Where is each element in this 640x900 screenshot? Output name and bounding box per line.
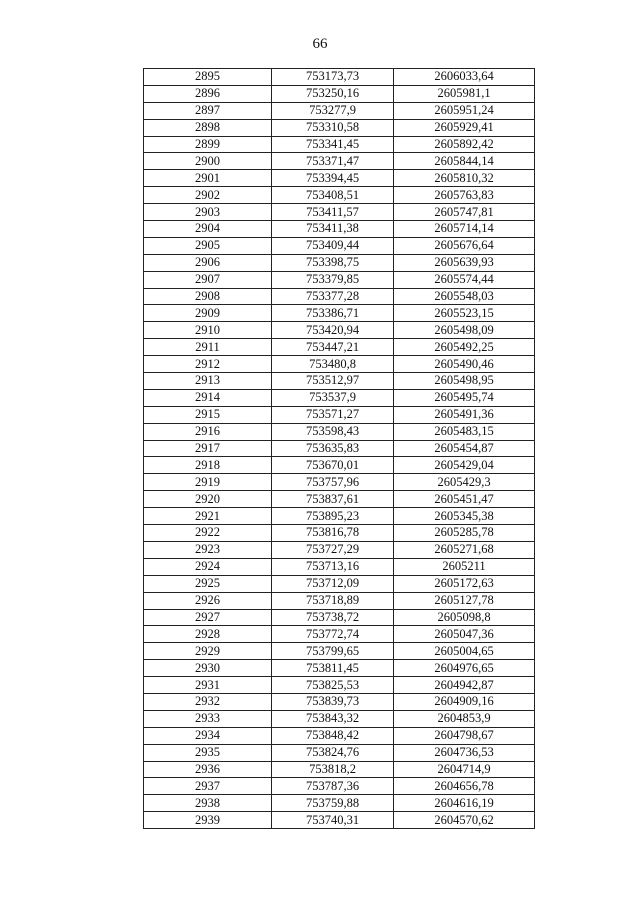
table-row	[144, 558, 535, 575]
coordinates-table	[143, 68, 535, 829]
point-number-cell: 2932	[144, 693, 272, 710]
table-row	[144, 474, 535, 491]
point-number-cell: 2937	[144, 778, 272, 795]
x-coordinate-cell: 753718,89	[272, 592, 394, 609]
x-coordinate-cell: 753371,47	[272, 153, 394, 170]
y-coordinate-cell: 2604656,78	[394, 778, 535, 795]
table-row	[144, 525, 535, 542]
table-row	[144, 795, 535, 812]
table-row	[144, 491, 535, 508]
table-row	[144, 389, 535, 406]
table-row	[144, 508, 535, 525]
y-coordinate-cell: 2605451,47	[394, 491, 535, 508]
x-coordinate-cell: 753727,29	[272, 541, 394, 558]
table-row	[144, 373, 535, 390]
table-row	[144, 761, 535, 778]
x-coordinate-cell: 753250,16	[272, 85, 394, 102]
table-row	[144, 322, 535, 339]
x-coordinate-cell: 753512,97	[272, 373, 394, 390]
x-coordinate-cell: 753447,21	[272, 339, 394, 356]
y-coordinate-cell: 2605490,46	[394, 356, 535, 373]
y-coordinate-cell: 2605892,42	[394, 136, 535, 153]
point-number-cell: 2902	[144, 187, 272, 204]
point-number-cell: 2929	[144, 643, 272, 660]
point-number-cell: 2919	[144, 474, 272, 491]
point-number-cell: 2914	[144, 389, 272, 406]
point-number-cell: 2897	[144, 102, 272, 119]
y-coordinate-cell: 2604570,62	[394, 812, 535, 829]
x-coordinate-cell: 753740,31	[272, 812, 394, 829]
x-coordinate-cell: 753480,8	[272, 356, 394, 373]
x-coordinate-cell: 753394,45	[272, 170, 394, 187]
y-coordinate-cell: 2604616,19	[394, 795, 535, 812]
y-coordinate-cell: 2604714,9	[394, 761, 535, 778]
y-coordinate-cell: 2605574,44	[394, 271, 535, 288]
point-number-cell: 2930	[144, 660, 272, 677]
y-coordinate-cell: 2605981,1	[394, 85, 535, 102]
point-number-cell: 2911	[144, 339, 272, 356]
y-coordinate-cell: 2605548,03	[394, 288, 535, 305]
point-number-cell: 2917	[144, 440, 272, 457]
y-coordinate-cell: 2605951,24	[394, 102, 535, 119]
table-row	[144, 677, 535, 694]
y-coordinate-cell: 2605810,32	[394, 170, 535, 187]
x-coordinate-cell: 753799,65	[272, 643, 394, 660]
y-coordinate-cell: 2605047,36	[394, 626, 535, 643]
point-number-cell: 2910	[144, 322, 272, 339]
y-coordinate-cell: 2604798,67	[394, 727, 535, 744]
point-number-cell: 2916	[144, 423, 272, 440]
y-coordinate-cell: 2605492,25	[394, 339, 535, 356]
point-number-cell: 2896	[144, 85, 272, 102]
y-coordinate-cell: 2605929,41	[394, 119, 535, 136]
table-row	[144, 778, 535, 795]
table-row	[144, 221, 535, 238]
point-number-cell: 2920	[144, 491, 272, 508]
y-coordinate-cell: 2605523,15	[394, 305, 535, 322]
y-coordinate-cell: 2605714,14	[394, 221, 535, 238]
table-row	[144, 710, 535, 727]
table-row	[144, 660, 535, 677]
x-coordinate-cell: 753712,09	[272, 575, 394, 592]
x-coordinate-cell: 753895,23	[272, 508, 394, 525]
point-number-cell: 2903	[144, 204, 272, 221]
point-number-cell: 2904	[144, 221, 272, 238]
table-row	[144, 119, 535, 136]
point-number-cell: 2921	[144, 508, 272, 525]
x-coordinate-cell: 753411,57	[272, 204, 394, 221]
x-coordinate-cell: 753537,9	[272, 389, 394, 406]
x-coordinate-cell: 753571,27	[272, 406, 394, 423]
point-number-cell: 2900	[144, 153, 272, 170]
table-row	[144, 643, 535, 660]
table-row	[144, 204, 535, 221]
x-coordinate-cell: 753411,38	[272, 221, 394, 238]
point-number-cell: 2912	[144, 356, 272, 373]
point-number-cell: 2906	[144, 254, 272, 271]
point-number-cell: 2925	[144, 575, 272, 592]
y-coordinate-cell: 2605429,04	[394, 457, 535, 474]
y-coordinate-cell: 2605498,95	[394, 373, 535, 390]
x-coordinate-cell: 753757,96	[272, 474, 394, 491]
y-coordinate-cell: 2604736,53	[394, 744, 535, 761]
table-row	[144, 237, 535, 254]
y-coordinate-cell: 2605172,63	[394, 575, 535, 592]
x-coordinate-cell: 753759,88	[272, 795, 394, 812]
point-number-cell: 2909	[144, 305, 272, 322]
point-number-cell: 2915	[144, 406, 272, 423]
x-coordinate-cell: 753839,73	[272, 693, 394, 710]
y-coordinate-cell: 2604853,9	[394, 710, 535, 727]
x-coordinate-cell: 753825,53	[272, 677, 394, 694]
point-number-cell: 2938	[144, 795, 272, 812]
x-coordinate-cell: 753386,71	[272, 305, 394, 322]
x-coordinate-cell: 753811,45	[272, 660, 394, 677]
x-coordinate-cell: 753843,32	[272, 710, 394, 727]
point-number-cell: 2895	[144, 69, 272, 86]
x-coordinate-cell: 753635,83	[272, 440, 394, 457]
x-coordinate-cell: 753598,43	[272, 423, 394, 440]
point-number-cell: 2931	[144, 677, 272, 694]
x-coordinate-cell: 753377,28	[272, 288, 394, 305]
y-coordinate-cell: 2605483,15	[394, 423, 535, 440]
y-coordinate-cell: 2605285,78	[394, 525, 535, 542]
table-row	[144, 406, 535, 423]
x-coordinate-cell: 753277,9	[272, 102, 394, 119]
x-coordinate-cell: 753379,85	[272, 271, 394, 288]
table-row	[144, 440, 535, 457]
x-coordinate-cell: 753310,58	[272, 119, 394, 136]
page-number: 66	[312, 36, 328, 52]
table-row	[144, 423, 535, 440]
table-row	[144, 457, 535, 474]
x-coordinate-cell: 753713,16	[272, 558, 394, 575]
y-coordinate-cell: 2605639,93	[394, 254, 535, 271]
table-row	[144, 254, 535, 271]
table-row	[144, 153, 535, 170]
y-coordinate-cell: 2605454,87	[394, 440, 535, 457]
point-number-cell: 2924	[144, 558, 272, 575]
table-row	[144, 609, 535, 626]
x-coordinate-cell: 753837,61	[272, 491, 394, 508]
y-coordinate-cell: 2605271,68	[394, 541, 535, 558]
y-coordinate-cell: 2605345,38	[394, 508, 535, 525]
point-number-cell: 2913	[144, 373, 272, 390]
point-number-cell: 2898	[144, 119, 272, 136]
point-number-cell: 2939	[144, 812, 272, 829]
table-row	[144, 339, 535, 356]
point-number-cell: 2907	[144, 271, 272, 288]
y-coordinate-cell: 2605844,14	[394, 153, 535, 170]
x-coordinate-cell: 753341,45	[272, 136, 394, 153]
table-row	[144, 288, 535, 305]
x-coordinate-cell: 753824,76	[272, 744, 394, 761]
y-coordinate-cell: 2604909,16	[394, 693, 535, 710]
table-row	[144, 541, 535, 558]
y-coordinate-cell: 2605429,3	[394, 474, 535, 491]
y-coordinate-cell: 2605498,09	[394, 322, 535, 339]
x-coordinate-cell: 753738,72	[272, 609, 394, 626]
point-number-cell: 2918	[144, 457, 272, 474]
x-coordinate-cell: 753420,94	[272, 322, 394, 339]
table-row	[144, 693, 535, 710]
point-number-cell: 2935	[144, 744, 272, 761]
table-row	[144, 271, 535, 288]
point-number-cell: 2905	[144, 237, 272, 254]
table-row	[144, 592, 535, 609]
table-row	[144, 187, 535, 204]
x-coordinate-cell: 753173,73	[272, 69, 394, 86]
x-coordinate-cell: 753398,75	[272, 254, 394, 271]
point-number-cell: 2934	[144, 727, 272, 744]
point-number-cell: 2926	[144, 592, 272, 609]
point-number-cell: 2927	[144, 609, 272, 626]
y-coordinate-cell: 2605098,8	[394, 609, 535, 626]
table-row	[144, 136, 535, 153]
x-coordinate-cell: 753772,74	[272, 626, 394, 643]
point-number-cell: 2899	[144, 136, 272, 153]
point-number-cell: 2928	[144, 626, 272, 643]
table-row	[144, 305, 535, 322]
y-coordinate-cell: 2604976,65	[394, 660, 535, 677]
x-coordinate-cell: 753818,2	[272, 761, 394, 778]
y-coordinate-cell: 2605747,81	[394, 204, 535, 221]
table-row	[144, 575, 535, 592]
table-row	[144, 102, 535, 119]
y-coordinate-cell: 2605491,36	[394, 406, 535, 423]
table-row	[144, 356, 535, 373]
point-number-cell: 2901	[144, 170, 272, 187]
x-coordinate-cell: 753408,51	[272, 187, 394, 204]
table-row	[144, 744, 535, 761]
y-coordinate-cell: 2605676,64	[394, 237, 535, 254]
y-coordinate-cell: 2605763,83	[394, 187, 535, 204]
y-coordinate-cell: 2605211	[394, 558, 535, 575]
y-coordinate-cell: 2605127,78	[394, 592, 535, 609]
table-row	[144, 626, 535, 643]
y-coordinate-cell: 2605004,65	[394, 643, 535, 660]
y-coordinate-cell: 2605495,74	[394, 389, 535, 406]
table-row	[144, 727, 535, 744]
coordinates-table-body	[144, 69, 535, 829]
x-coordinate-cell: 753848,42	[272, 727, 394, 744]
y-coordinate-cell: 2606033,64	[394, 69, 535, 86]
table-row	[144, 812, 535, 829]
y-coordinate-cell: 2604942,87	[394, 677, 535, 694]
table-row	[144, 85, 535, 102]
table-row	[144, 69, 535, 86]
point-number-cell: 2922	[144, 525, 272, 542]
x-coordinate-cell: 753670,01	[272, 457, 394, 474]
point-number-cell: 2936	[144, 761, 272, 778]
point-number-cell: 2933	[144, 710, 272, 727]
table-row	[144, 170, 535, 187]
x-coordinate-cell: 753787,36	[272, 778, 394, 795]
point-number-cell: 2908	[144, 288, 272, 305]
x-coordinate-cell: 753409,44	[272, 237, 394, 254]
point-number-cell: 2923	[144, 541, 272, 558]
x-coordinate-cell: 753816,78	[272, 525, 394, 542]
